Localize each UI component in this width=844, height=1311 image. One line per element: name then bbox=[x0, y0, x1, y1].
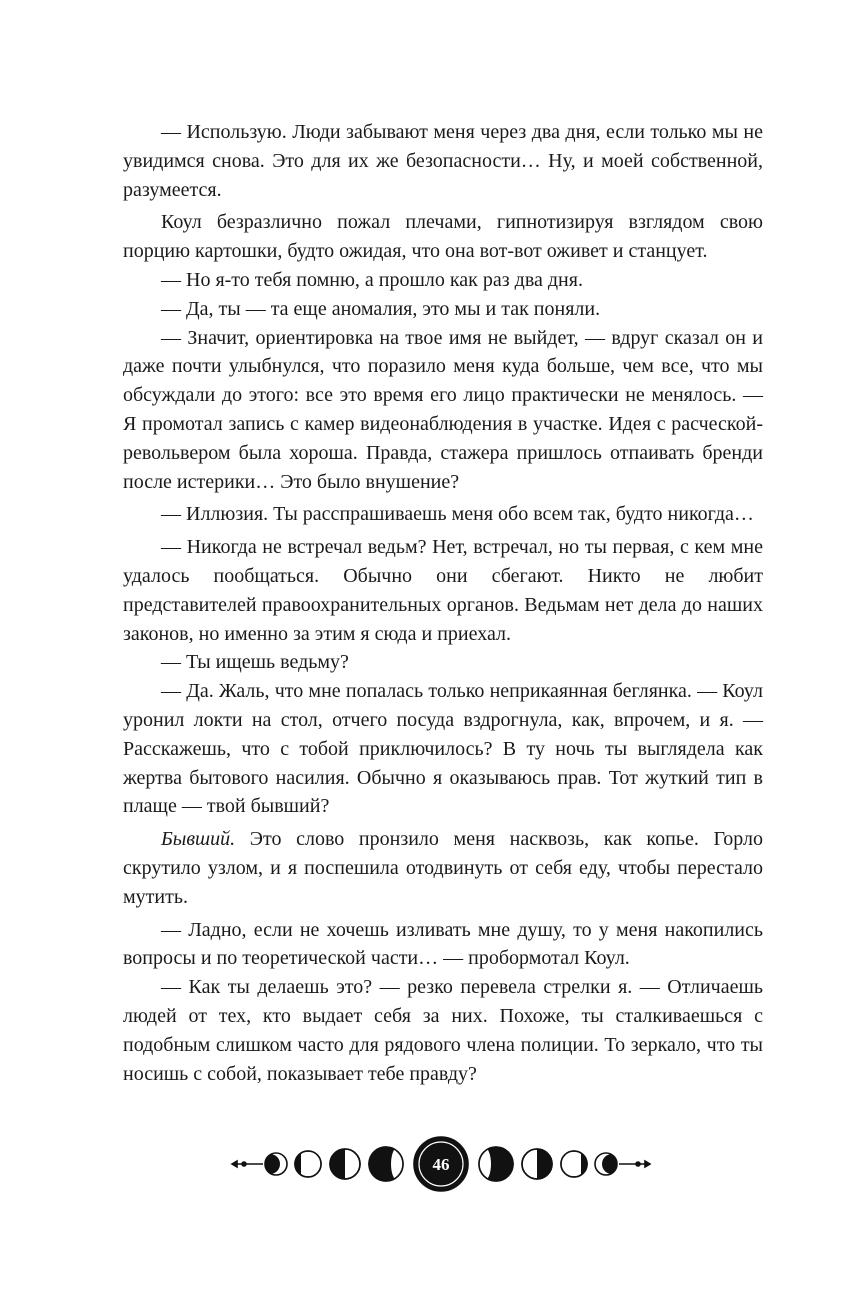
paragraph: — Как ты делаешь это? — резко перевела стрелки я. — Отличаешь людей от тех, кто выдает себя за них. Похоже, ты сталкиваешься с подобным слишком часто для рядового члена полиции. То зеркало, что ты носишь с собой, показывает тебе правду? bbox=[123, 976, 763, 1085]
paragraph-text: Это слово пронзило меня насквозь, как копье. Горло скрутило узлом, и я поспешила отодвинуть от себя еду, чтобы перестало мутить. bbox=[123, 828, 763, 908]
page-number: 46 bbox=[432, 1155, 450, 1174]
body-text bbox=[123, 118, 763, 1088]
paragraph: — Значит, ориентировка на твое имя не выйдет, — вдруг сказал он и даже почти улыбнулся, что поразило меня куда больше, чем все, что мы обсуждали до этого: все это время его лицо практически не менялось. — Я промотал запись с камер видеонаблюдения в участке. Идея с расческой-револьвером была хороша. Правда, стажера пришлось отпаивать бренди после истерики… Это было внушение? bbox=[123, 326, 763, 493]
paragraph: — Да, ты — та еще аномалия, это мы и так поняли. bbox=[161, 297, 601, 320]
paragraph bbox=[123, 825, 763, 911]
paragraph: Коул безразлично пожал плечами, гипнотизируя взглядом свою порцию картошки, будто ожидая, что она вот-вот оживет и станцует. bbox=[123, 211, 763, 263]
paragraph: — Да. Жаль, что мне попалась только неприкаянная беглянка. — Коул уронил локти на стол, отчего посуда вздрогнула, как, впрочем, и я. — Расскажешь, что с тобой приключилось? В ту ночь ты выглядела как жертва бытового насилия. Обычно я оказываюсь прав. Тот жуткий тип в плаще — твой бывший? bbox=[123, 680, 763, 818]
italic-word: Бывший. bbox=[161, 828, 236, 851]
paragraph: — Но я-то тебя помню, а прошло как раз два дня. bbox=[161, 268, 583, 291]
page-footer bbox=[0, 1128, 844, 1208]
paragraph: — Ладно, если не хочешь изливать мне душу, то у меня накопились вопросы и по теоретической части… — пробормотал Коул. bbox=[123, 918, 763, 970]
paragraph: — Иллюзия. Ты расспрашиваешь меня обо всем так, будто никогда… bbox=[161, 503, 754, 526]
paragraph: — Ты ищешь ведьму? bbox=[161, 651, 349, 674]
paragraph: — Использую. Люди забывают меня через два дня, если только мы не увидимся снова. Это для их же безопасности… Ну, и моей собственной, разумеется. bbox=[123, 121, 763, 201]
paragraph: — Никогда не встречал ведьм? Нет, встречал, но ты первая, с кем мне удалось пообщаться. Обычно они сбегают. Никто не любит представителей правоохранительных органов. Ведьмам нет дела до наших законов, но именно за этим я сюда и приехал. bbox=[123, 536, 763, 645]
